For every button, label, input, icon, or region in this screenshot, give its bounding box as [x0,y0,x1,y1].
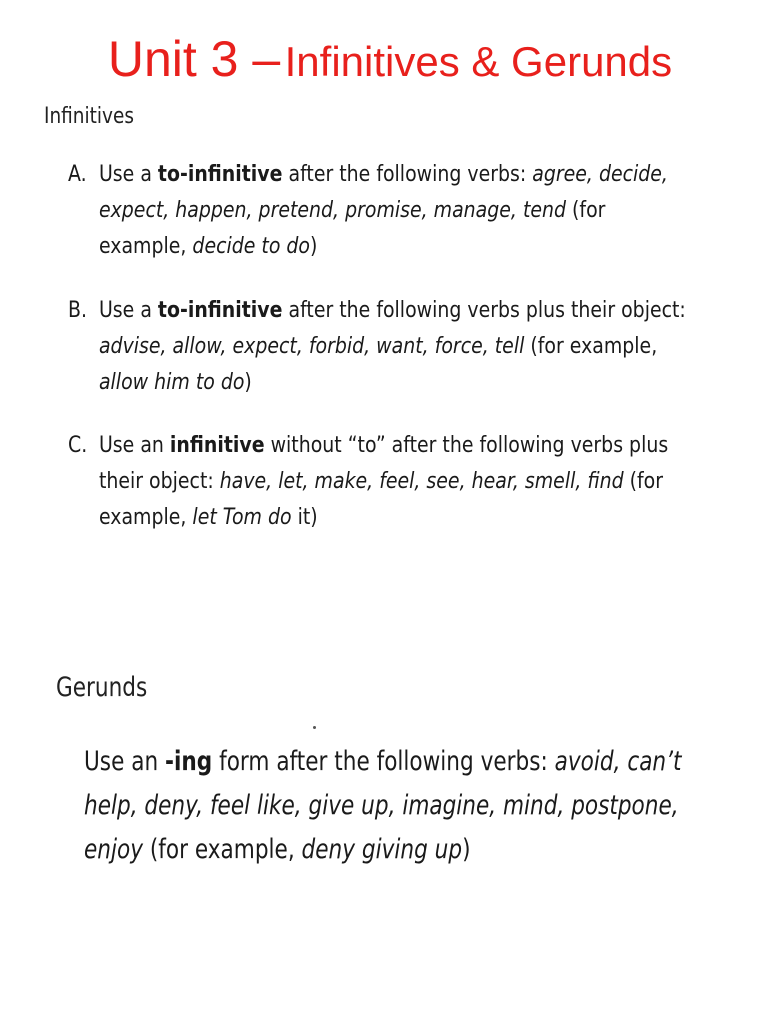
text-run: (for example, [142,834,302,865]
text-run: after the following verbs: [282,162,533,187]
infinitives-heading: Infinitives [44,104,134,129]
gerund-rule-text [84,740,692,872]
rule-item-b [68,293,687,401]
rule-text [99,157,687,265]
text-run: (for example, [98,469,663,530]
title-unit: Unit 3 – [107,31,281,87]
text-run: Use a [98,162,158,187]
text-run: (for example, [524,334,658,359]
speck-mark [313,726,316,729]
text-run: (for example, [98,198,606,259]
rule-letter: B. [68,298,88,323]
example-verbs: decide to do [192,234,311,259]
rule-text [99,293,687,401]
example-verbs: have, let, make, feel, see, hear, smell, find [219,469,624,494]
text-run: Use an [98,433,170,458]
gerunds-heading: Gerunds [56,672,148,703]
text-run: ) [244,370,252,395]
text-run: it) [291,505,318,530]
title-topic: Infinitives & Gerunds [284,38,673,85]
example-verbs: let Tom do [192,505,292,530]
text-run: form after the following verbs: [212,746,555,777]
text-run: Use an [84,746,166,777]
page-title [0,30,768,88]
text-run: ) [462,834,471,865]
rule-text [99,428,687,536]
bold-term: infinitive [169,433,265,458]
example-verbs: allow him to do [98,370,245,395]
example-verbs: advise, allow, expect, forbid, want, force, tell [98,334,525,359]
example-verbs: deny giving up [301,834,463,865]
text-run: ) [310,234,318,259]
rule-letter: C. [68,433,88,458]
rule-item-c [68,428,687,536]
rule-item-a [68,157,687,265]
example-verbs: avoid, can’t help, deny, feel like, give up, imagine, mind, postpone, enjoy [84,746,682,865]
rule-letter: A. [68,162,87,187]
bold-term: to-infinitive [157,298,283,323]
text-run: after the following verbs plus their object: [282,298,686,323]
bold-term: to-infinitive [157,162,283,187]
text-run: without “to” after the following verbs plus their object: [98,433,669,494]
example-verbs: agree, decide, expect, happen, pretend, promise, manage, tend [98,162,668,223]
text-run: Use a [98,298,158,323]
bold-term: -ing [165,746,213,777]
